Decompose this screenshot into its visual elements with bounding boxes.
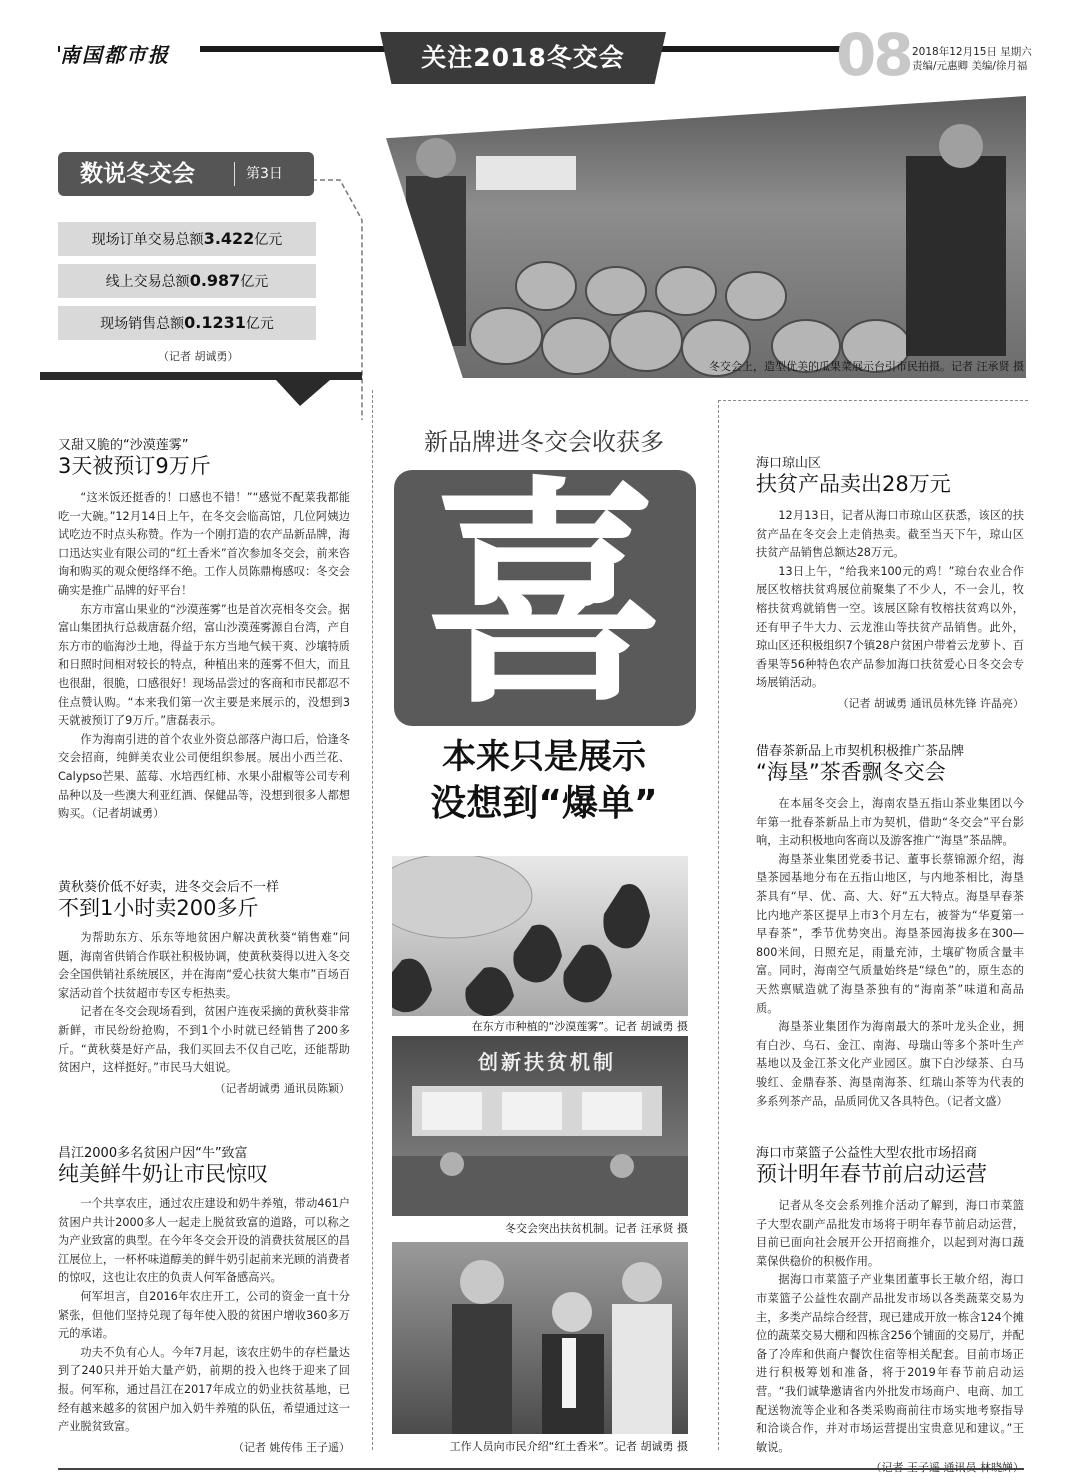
stat-label: 现场销售总额 xyxy=(100,316,185,332)
article-signature: （记者胡诚勇 通讯员陈颖） xyxy=(214,1081,350,1095)
stat-row xyxy=(58,306,316,340)
article-paragraph: 作为海南引进的首个农业外资总部落户海口后，恰逢冬交会招商，纯鲜美农业公司便组织参展。展出小西兰花、Calypso芒果、蓝莓、水培西红柿、水果小甜椒等公司专利品种以及一些澳大利亚红酒、保健品等，没想到很多人都想购买。（记者胡诚勇） xyxy=(58,732,350,821)
article-market xyxy=(756,1142,1024,1478)
article-kicker: 昌江2000多名贫困户因“牛”致富 xyxy=(58,1146,248,1161)
article-paragraph: 在本届冬交会上，海南农垦五指山茶业集团以今年第一批春茶新品上市为契机，借助“冬交会”平台影响，主动积极地向客商以及游客推广“海垦”茶品牌。 xyxy=(756,797,1024,848)
article-kicker: 海口市菜篮子公益性大型农批市场招商 xyxy=(756,1146,978,1161)
article-kicker: 借春茶新品上市契机积极推广茶品牌 xyxy=(756,744,965,759)
stats-title: 数说冬交会 xyxy=(80,161,195,187)
article-tea xyxy=(756,740,1024,1111)
article-body xyxy=(58,1195,350,1457)
article-paragraph: 海垦茶业集团作为海南最大的茶叶龙头企业，拥有白沙、乌石、金江、南海、母瑞山等多个茶叶生产基地以及金江茶文化产业园区。旗下白沙绿茶、白马骏红、金鼎春茶、海垦南海茶、红瑞山茶等为代表的多系列茶产品，品质同优又各具特色。（记者文盛） xyxy=(756,1020,1024,1108)
booth-banner: 创新扶贫机制 xyxy=(478,1050,616,1074)
top-photo-caption: 冬交会上，造型优美的瓜果菜展示台引市民拍摄。记者 汪承贤 摄 xyxy=(709,360,1024,373)
dash-rule xyxy=(718,400,1028,401)
article-signature: （记者 姚传伟 王子遥） xyxy=(233,1440,350,1454)
article-signature: （记者 胡诚勇 通讯员林先锋 许晶亮） xyxy=(837,696,1024,710)
stat-label: 线上交易总额 xyxy=(105,274,190,290)
feature-headline-2: 没想到“爆单” xyxy=(430,783,658,824)
article-headline: “海垦”茶香飘冬交会 xyxy=(756,760,946,784)
stats-day: 第3日 xyxy=(246,166,283,182)
footer-rule xyxy=(58,1468,1024,1470)
article-paragraph: 12月13日，记者从海口市琼山区获悉，该区的扶贫产品在冬交会上走俏热卖。截至当天下午，琼山区扶贫产品销售总额达28万元。 xyxy=(756,509,1024,560)
article-qiongshan xyxy=(756,452,1024,714)
booth-photo-caption: 冬交会突出扶贫机制。记者 汪承贤 摄 xyxy=(505,1222,688,1235)
article-paragraph: 据海口市菜篮子产业集团董事长王敏介绍，海口市菜篮子公益性农副产品批发市场以各类蔬菜交易为主，多类产品综合经营，现已建成开放一栋含124个摊位的蔬菜交易大棚和四栋含256个铺面的交易厅，并配备了冷库和供商户餐饮住宿等相关配套。目前市场正进行积极筹划和准备，将于2019年春节前启动运营。“我们诚挚邀请省内外批发市场商户、电商、加工配送物流等企业和各类采购商前往市场实地考察指导和洽谈合作，并对市场运营提出宝贵意见和建议。”王敏说。 xyxy=(756,1273,1024,1454)
stat-unit: 亿元 xyxy=(254,232,283,248)
lotus-fruit-illustration xyxy=(392,856,688,1016)
stat-value: 3.422 xyxy=(203,229,255,248)
feature-kicker: 新品牌进冬交会收获多 xyxy=(424,428,664,456)
stat-value: 0.987 xyxy=(189,271,241,290)
article-paragraph: 功夫不负有心人。今年7月起，该农庄奶牛的存栏量达到了240只并开始大量产奶，前期的投入也终于迎来了回报。何军称，通过昌江在2017年成立的奶业扶贫基地，已经有越来越多的贫困户加入奶牛养殖的队伍，希望通过这一产业脱贫致富。 xyxy=(58,1345,350,1434)
stat-row xyxy=(58,264,316,298)
article-kicker: 海口琼山区 xyxy=(756,456,822,471)
rice-photo-caption: 工作人员向市民介绍“红土香米”。记者 胡诚勇 摄 xyxy=(449,1440,688,1453)
article-paragraph: 东方市富山果业的“沙漠莲雾”也是首次亮相冬交会。据富山集团执行总裁唐磊介绍，富山沙漠莲雾源自台湾，产自东方市的临海沙土地，得益于东方当地气候干爽、沙壤特质和日照时间相对较长的特点，种植出来的莲雾不但大，而且也很甜，很脆，口感很好！现场品尝过的客商和市民都忍不住点赞认购。“本来我们第一次主要是来展示的，没想到3天就被预订了9万斤。”唐磊表示。 xyxy=(58,602,350,728)
lotus-photo-caption: 在东方市种植的“沙漠莲雾”。记者 胡诚勇 摄 xyxy=(471,1020,688,1033)
stat-value: 0.1231 xyxy=(184,313,246,332)
article-body xyxy=(58,929,350,1098)
article-headline: 预计明年春节前启动运营 xyxy=(756,1162,987,1186)
article-body xyxy=(756,795,1024,1111)
article-milk xyxy=(58,1142,350,1457)
stats-bubble-tail-point xyxy=(276,380,330,406)
article-paragraph: 13日上午，“给我来100元的鸡！”琼台农业合作展区牧榕扶贫鸡展位前聚集了不少人，不一会儿，牧榕扶贫鸡就销售一空。该展区除有牧榕扶贫鸡以外，还有甲子牛大力、云龙淮山等扶贫产品销售。此外，琼山区还积极组织7个镇28户贫困户带着云龙萝卜、百香果等56种特色农产品参加海口扶贫爱心日冬交会专场展销活动。 xyxy=(756,564,1024,690)
masthead xyxy=(0,0,1079,90)
stats-bubble-tail xyxy=(40,372,362,380)
article-okra xyxy=(58,876,350,1098)
page-number: 08 xyxy=(836,21,911,89)
article-paragraph: 记者从冬交会系列推介活动了解到，海口市菜篮子大型农副产品批发市场将于明年春节前启动运营，目前已面向社会展开公开招商推介，以起到对海口蔬菜保供稳价的积极作用。 xyxy=(756,1199,1024,1268)
fruit-illustration xyxy=(386,96,1026,378)
column-rule-right xyxy=(718,400,719,1450)
article-paragraph: 何军坦言，自2016年农庄开工，公司的资金一直十分紧张，但他们坚持兑现了每年使入股的贫困户增收360多万元的承诺。 xyxy=(58,1289,350,1341)
stats-reporter: （记者 胡诚勇） xyxy=(158,350,239,363)
article-paragraph: 为帮助东方、乐东等地贫困户解决黄秋葵“销售难”问题，海南省供销合作联社积极协调，使黄秋葵得以进入冬交会全国供销社系统展区，并在海南“爱心扶贫大集市”百场百家活动首个扶贫超市专区专柜热卖。 xyxy=(58,931,350,1000)
stats-divider xyxy=(234,162,235,186)
article-body xyxy=(756,507,1024,714)
fruit-display-photo xyxy=(386,96,1026,378)
rice-promo-photo xyxy=(392,1242,688,1434)
editor-line: 责编/元惠卿 美编/徐月福 xyxy=(912,60,1028,72)
article-paragraph: 一个共享农庄，通过农庄建设和奶牛养殖，带动461户贫困户共计2000多人一起走上脱贫致富的道路，可以称之为产业致富的典型。在今年冬交会开设的消费扶贫展区的昌江展位上，一杯杯味道醇美的鲜牛奶引起前来光顾的消费者的惊叹，这也让农庄的负责人何军备感高兴。 xyxy=(58,1197,350,1285)
stats-box xyxy=(40,150,380,420)
article-headline: 不到1小时卖200多斤 xyxy=(58,896,259,920)
stat-row xyxy=(58,222,316,256)
article-body xyxy=(58,489,350,824)
article-body xyxy=(756,1197,1024,1478)
article-headline: 纯美鲜牛奶让市民惊叹 xyxy=(58,1162,268,1186)
column-rule-left xyxy=(372,390,373,1450)
stat-unit: 亿元 xyxy=(240,274,269,290)
article-headline: 扶贫产品卖出28万元 xyxy=(756,472,951,496)
article-paragraph: 记者在冬交会现场看到，贫困户连夜采摘的黄秋葵非常新鲜，市民纷纷抢购，不到1个小时就已经销售了200多斤。“黄秋葵是好产品，我们买回去不仅自己吃，还能帮助贫困户，这样挺好。”市民马大姐说。 xyxy=(58,1005,350,1075)
masthead-rule-right xyxy=(640,46,840,52)
article-paragraph: 海垦茶业集团党委书记、董事长蔡锦源介绍，海垦茶园基地分布在五指山地区，与内地茶相比，海垦茶具有“早、优、高、大、好”五大特点。海垦早春茶比内地产茶区提早上市3个月左右，被誉为“华夏第一早春茶”，季节优势突出。海垦茶园海拔多在300—800米间，日照充足，雨量充沛，土壤矿物质含量丰富。同时，海南空气质量始终是“绿色”的，原生态的天然禀赋造就了海垦茶独有的“海南茶”味道和高品质。 xyxy=(756,852,1024,1015)
section-title: 关注2018冬交会 xyxy=(421,43,625,72)
booth-illustration xyxy=(392,1076,688,1216)
date-line: 2018年12月15日 星期六 xyxy=(912,46,1032,58)
big-character: 喜 xyxy=(424,456,665,736)
rice-promo-illustration xyxy=(392,1242,688,1434)
article-paragraph: “这米饭还挺香的！口感也不错！”“感觉不配菜我都能吃一大碗。”12月14日上午，在冬交会临高馆，几位阿姨边试吃边不时点头称赞。作为一个刚打造的农产品新品牌，海口迅达实业有限公司的“红土香米”首次参加冬交会，前来咨询和购买的观众便络绎不绝。工作人员陈鼎梅感叹：冬交会确实是推广品牌的好平台！ xyxy=(58,491,350,597)
feature-headline-1: 本来只是展示 xyxy=(442,737,646,777)
paper-name: 南国都市报 xyxy=(60,40,200,70)
article-kicker: 又甜又脆的“沙漠莲雾” xyxy=(58,438,189,453)
stat-unit: 亿元 xyxy=(245,316,274,332)
article-headline: 3天被预订9万斤 xyxy=(58,454,211,478)
article-kicker: 黄秋葵价低不好卖，进冬交会后不一样 xyxy=(58,880,280,895)
stat-label: 现场订单交易总额 xyxy=(91,232,204,248)
lotus-fruit-photo xyxy=(392,856,688,1016)
article-lotus xyxy=(58,434,350,824)
poverty-booth-photo xyxy=(392,1036,688,1216)
